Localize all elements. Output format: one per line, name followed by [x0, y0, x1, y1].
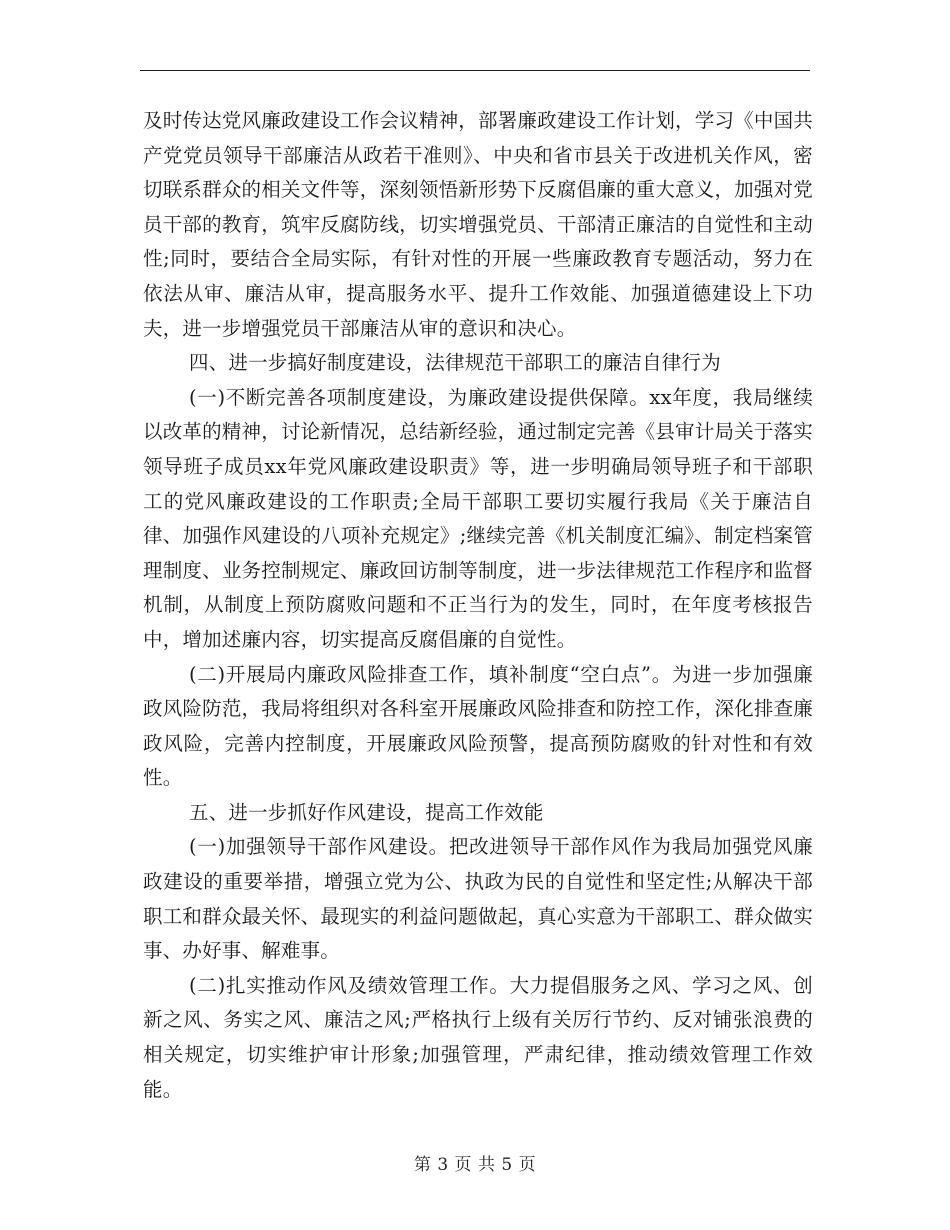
paragraph: (一)加强领导干部作风建设。把改进领导干部作风作为我局加强党风廉政建设的重要举措，增强立党为公、执政为民的自觉性和坚定性;从解决干部职工和群众最关怀、最现实的利益问题做起，真心实意为干部职工、群众做实事、办好事、解难事。 — [143, 835, 813, 963]
header-rule — [140, 70, 810, 71]
page-number-footer: 第 3 页 共 5 页 — [413, 1155, 537, 1175]
section-heading: 五、进一步抓好作风建设，提高工作效能 — [189, 800, 544, 824]
document-body — [143, 104, 813, 1107]
section-heading: 四、进一步搞好制度建设，法律规范干部职工的廉洁自律行为 — [189, 351, 721, 375]
paragraph: (二)扎实推动作风及绩效管理工作。大力提倡服务之风、学习之风、创新之风、务实之风、廉洁之风;严格执行上级有关厉行节约、反对铺张浪费的相关规定，切实维护审计形象;加强管理，严肃纪律，推动绩效管理工作效能。 — [143, 973, 813, 1101]
paragraph: (一)不断完善各项制度建设，为廉政建设提供保障。xx年度，我局继续以改革的精神，讨论新情况，总结新经验，通过制定完善《县审计局关于落实领导班子成员xx年党风廉政建设职责》等，进一步明确局领导班子和干部职工的党风廉政建设的工作职责;全局干部职工要切实履行我局《关于廉洁自律、加强作风建设的八项补充规定》;继续完善《机关制度汇编》、制定档案管理制度、业务控制规定、廉政回访制等制度，进一步法律规范工作程序和监督机制，从制度上预防腐败问题和不正当行为的发生，同时，在年度考核报告中，增加述廉内容，切实提高反腐倡廉的自觉性。 — [143, 385, 813, 651]
paragraph: 及时传达党风廉政建设工作会议精神，部署廉政建设工作计划，学习《中国共产党党员领导干部廉洁从政若干准则》、中央和省市县关于改进机关作风，密切联系群众的相关文件等，深刻领悟新形势下反腐倡廉的重大意义，加强对党员干部的教育，筑牢反腐防线，切实增强党员、干部清正廉洁的自觉性和主动性;同时，要结合全局实际，有针对性的开展一些廉政教育专题活动，努力在依法从审、廉洁从审，提高服务水平、提升工作效能、加强道德建设上下功夫，进一步增强党员干部廉洁从审的意识和决心。 — [143, 109, 813, 340]
paragraph: (二)开展局内廉政风险排查工作，填补制度“空白点”。为进一步加强廉政风险防范，我局将组织对各科室开展廉政风险排查和防控工作，深化排查廉政风险，完善内控制度，开展廉政风险预警，提高预防腐败的针对性和有效性。 — [143, 662, 813, 790]
